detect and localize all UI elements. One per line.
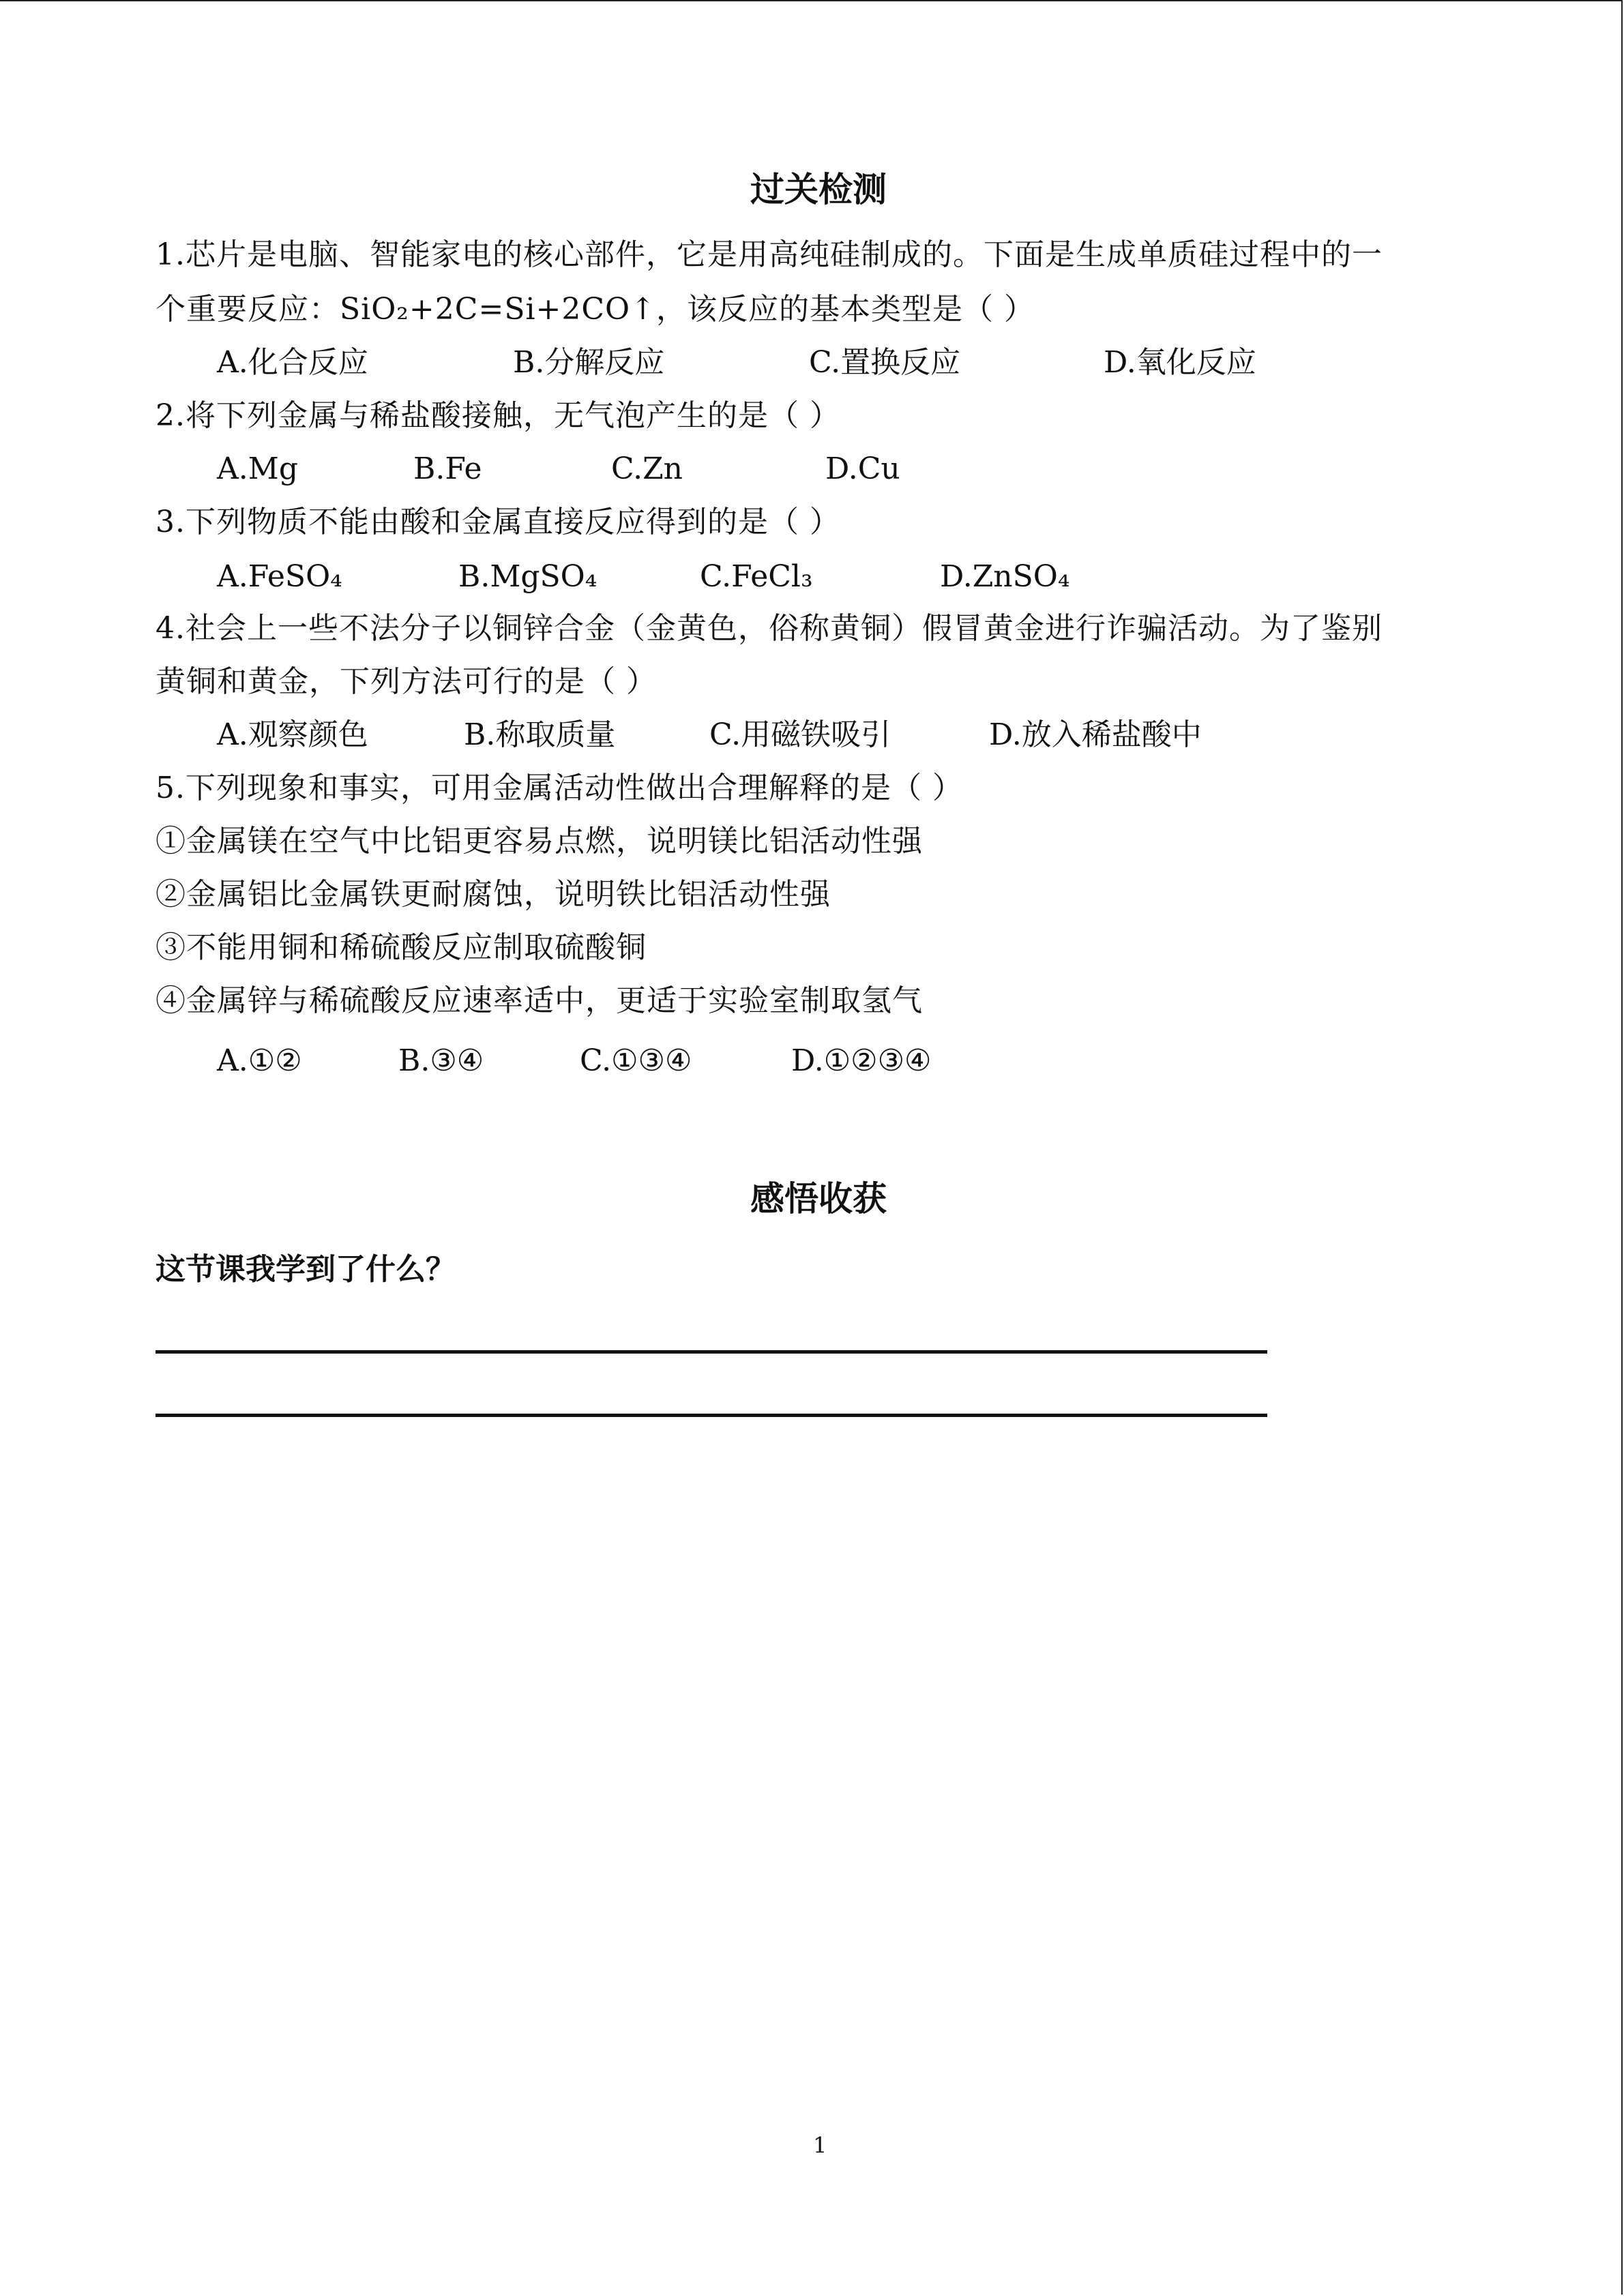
question-1-option-c: C.置换反应 [809,345,961,380]
question-2-option-d: D.Cu [825,451,900,486]
section-title-reflection: 感悟收获 [750,1179,887,1219]
answer-line-2[interactable] [156,1414,1267,1417]
question-4-line-1: 4.社会上一些不法分子以铜锌合金（金黄色，俗称黄铜）假冒黄金进行诈骗活动。为了鉴别 [156,611,1383,646]
question-5-option-a: A.①② [217,1043,302,1078]
question-1-option-d: D.氧化反应 [1104,345,1256,380]
question-3-line-1: 3.下列物质不能由酸和金属直接反应得到的是（ ） [156,505,840,539]
question-1-line-2: 个重要反应：SiO₂+2C=Si+2CO↑，该反应的基本类型是（ ） [156,292,1035,327]
answer-line-1[interactable] [156,1350,1267,1354]
question-3-option-c: C.FeCl₃ [700,559,813,594]
question-2-option-b: B.Fe [413,451,482,486]
question-5-line-1: 5.下列现象和事实，可用金属活动性做出合理解释的是（ ） [156,771,963,805]
section-title-checkpoint: 过关检测 [750,170,887,209]
question-4-option-d: D.放入稀盐酸中 [989,717,1202,752]
question-3-option-b: B.MgSO₄ [458,559,597,594]
page-number: 1 [813,2132,827,2158]
question-5-statement-3: ③不能用铜和稀硫酸反应制取硫酸铜 [156,930,647,965]
question-4-option-a: A.观察颜色 [217,717,368,752]
question-5-statement-2: ②金属铝比金属铁更耐腐蚀，说明铁比铝活动性强 [156,877,831,912]
question-3-option-a: A.FeSO₄ [217,559,342,594]
question-5-statement-4: ④金属锌与稀硫酸反应速率适中，更适于实验室制取氢气 [156,983,923,1018]
question-3-option-d: D.ZnSO₄ [940,559,1070,594]
question-2-option-a: A.Mg [217,451,298,486]
question-5-statement-1: ①金属镁在空气中比铝更容易点燃，说明镁比铝活动性强 [156,824,923,859]
question-1-option-b: B.分解反应 [513,345,665,380]
question-2-option-c: C.Zn [611,451,683,486]
question-4-option-b: B.称取质量 [464,717,616,752]
question-5-option-b: B.③④ [398,1043,484,1078]
question-5-option-d: D.①②③④ [791,1043,932,1078]
question-1-option-a: A.化合反应 [217,345,368,380]
question-4-line-2: 黄铜和黄金，下列方法可行的是（ ） [156,664,657,699]
question-4-option-c: C.用磁铁吸引 [709,717,891,752]
reflection-prompt: 这节课我学到了什么？ [156,1252,456,1287]
question-5-option-c: C.①③④ [580,1043,692,1078]
question-2-line-1: 2.将下列金属与稀盐酸接触，无气泡产生的是（ ） [156,398,840,433]
question-1-line-1: 1.芯片是电脑、智能家电的核心部件，它是用高纯硅制成的。下面是生成单质硅过程中的一 [156,237,1383,272]
